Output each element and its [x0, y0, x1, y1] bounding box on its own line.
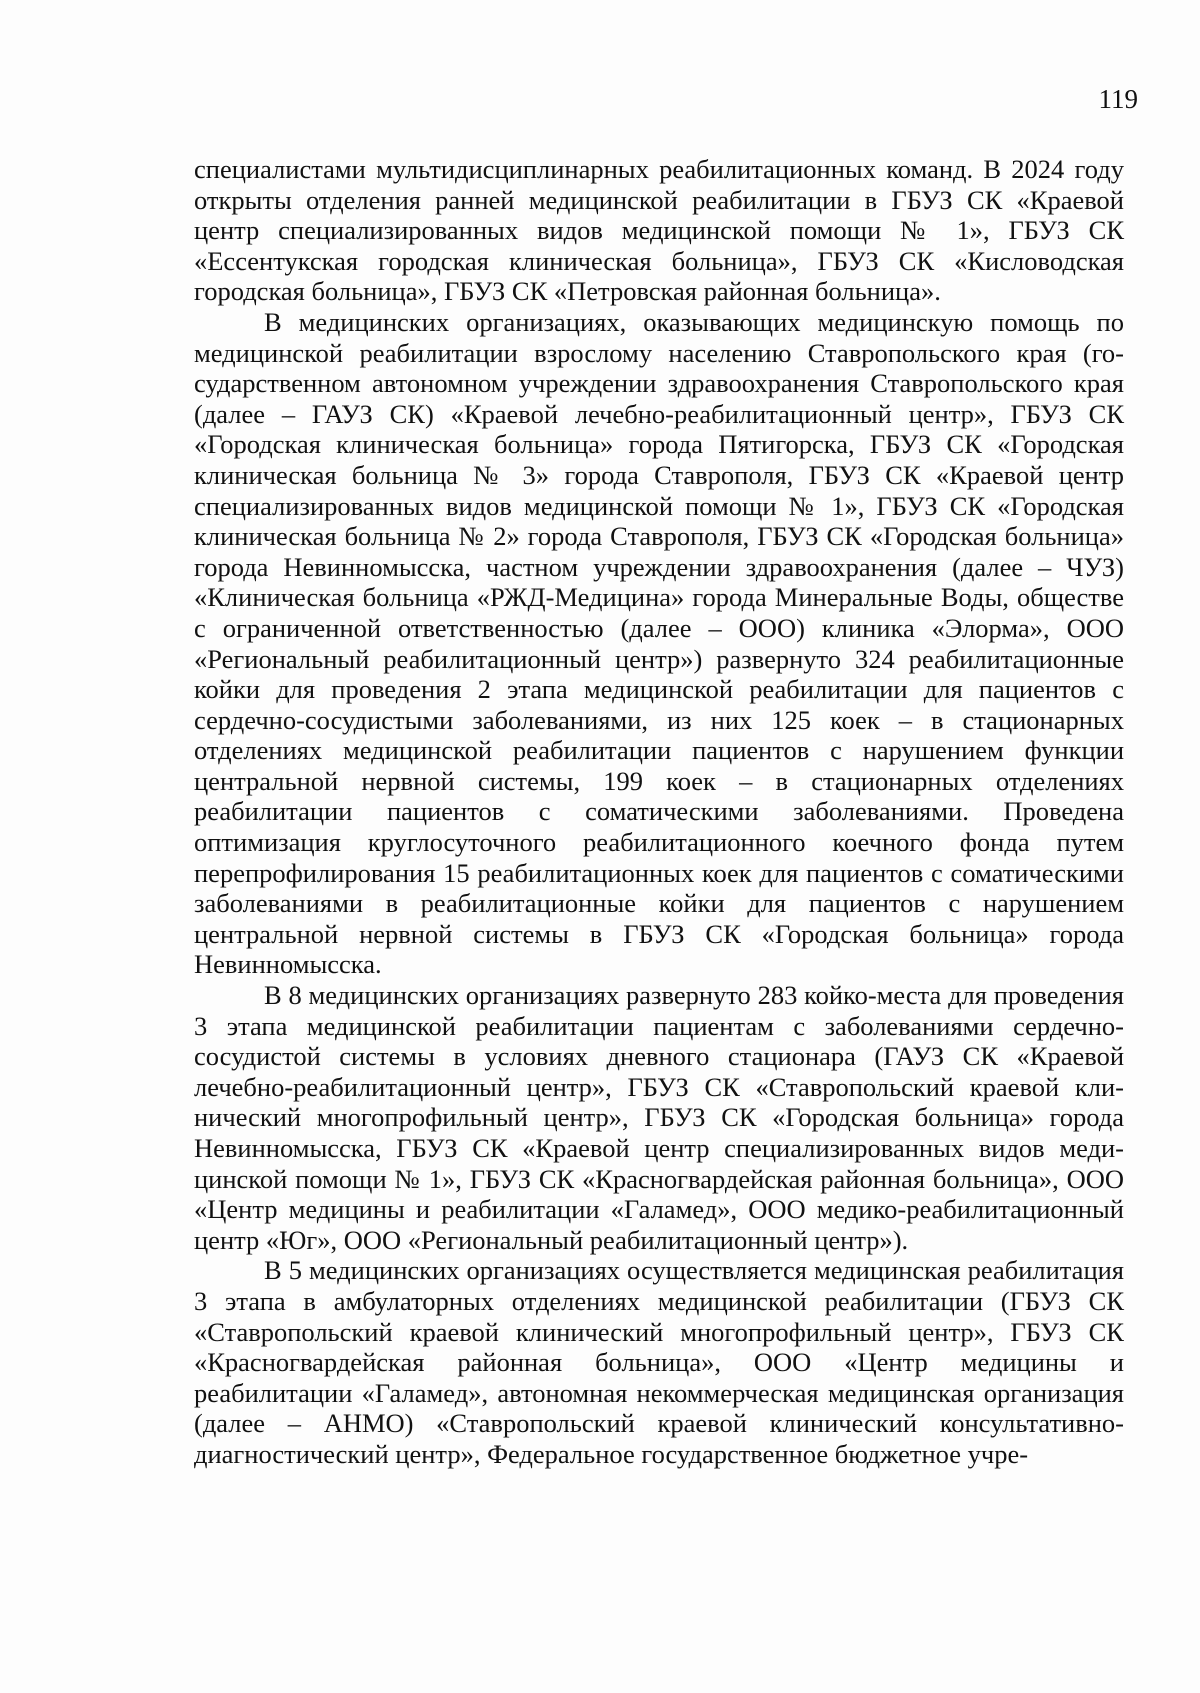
paragraph-4: В 5 медицинских организациях осуществляется медицинская реабилитация 3 этапа в амбулаторных отделениях медицинской реабилитации (ГБУЗ СК «Ставропольский краевой клинический многопрофильный центр», ГБУЗ СК «Красногвардейская районная больница», ООО «Центр медицины и реабилитации «Галамед», автономная некоммерческая медицинская организация (далее – АНМО) «Ставропольский краевой клинический консультативно-диагностический центр», Федеральное государственное бюджетное учре- [194, 1255, 1124, 1469]
paragraph-3: В 8 медицинских организациях развернуто 283 койко-места для проведения 3 этапа медицинской реабилитации пациентам с заболеваниями сердечно-сосудистой системы в условиях дневного стационара (ГАУЗ СК «Краевой лечебно-реабилитационный центр», ГБУЗ СК «Ставропольский краевой клинический многопрофильный центр», ГБУЗ СК «Городская больница» города Невинномысска, ГБУЗ СК «Краевой центр специализированных видов медицинской помощи № 1», ГБУЗ СК «Красногвардейская районная больница», ООО «Центр медицины и реабилитации «Галамед», ООО медико-реабилитационный центр «Юг», ООО «Региональный реабилитационный центр»). [194, 980, 1124, 1255]
document-body [194, 154, 1124, 1470]
paragraph-2: В медицинских организациях, оказывающих медицинскую помощь по медицинской реабилитации взрослому населению Ставропольского края (государственном автономном учреждении здравоохранения Ставропольского края (далее – ГАУЗ СК) «Краевой лечебно-реабилитационный центр», ГБУЗ СК «Городская клиническая больница» города Пятигорска, ГБУЗ СК «Городская клиническая больница № 3» города Ставрополя, ГБУЗ СК «Краевой центр специализированных видов медицинской помощи № 1», ГБУЗ СК «Городская клиническая больница № 2» города Ставрополя, ГБУЗ СК «Городская больница» города Невинномысска, частном учреждении здравоохранения (далее – ЧУЗ) «Клиническая больница «РЖД-Медицина» города Минеральные Воды, обществе с ограниченной ответственностью (далее – ООО) клиника «Элорма», ООО «Региональный реабилитационный центр») развернуто 324 реабилитационные койки для проведения 2 этапа медицинской реабилитации для пациентов с сердечно-сосудистыми заболеваниями, из них 125 коек – в стационарных отделениях медицинской реабилитации пациентов с нарушением функции центральной нервной системы, 199 коек – в стационарных отделениях реабилитации пациентов с соматическими заболеваниями. Проведена оптимизация круглосуточного реабилитационного коечного фонда путем перепрофилирования 15 реабилитационных коек для пациентов с соматическими заболеваниями в реабилитационные койки для пациентов с нарушением центральной нервной системы в ГБУЗ СК «Городская больница» города Невинномысска. [194, 306, 1124, 980]
page-number: 119 [1098, 84, 1138, 114]
paragraph-1: специалистами мультидисциплинарных реабилитационных команд. В 2024 году открыты отделения ранней медицинской реабилитации в ГБУЗ СК «Краевой центр специализированных видов медицинской помощи № 1», ГБУЗ СК «Ессентукская городская клиническая больница», ГБУЗ СК «Кисловодская городская больница», ГБУЗ СК «Петровская районная больница». [194, 154, 1124, 307]
